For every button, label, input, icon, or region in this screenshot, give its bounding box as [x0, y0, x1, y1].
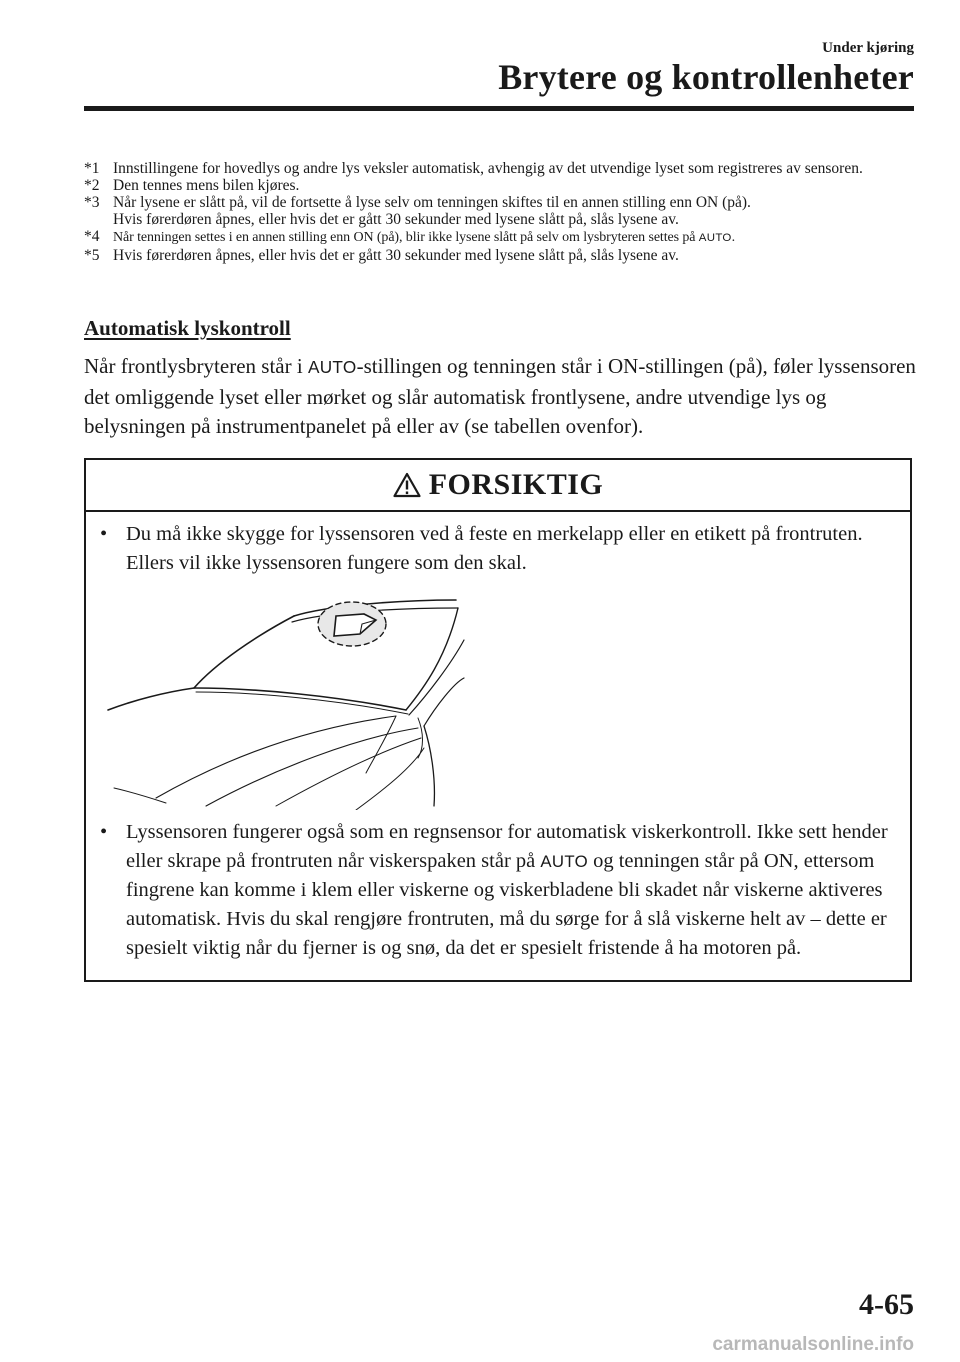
bullet: • — [100, 523, 108, 545]
bullet: • — [100, 821, 108, 843]
paragraph-text: Når frontlysbryteren står i — [84, 354, 308, 378]
footnote-2 — [84, 177, 914, 194]
caution-item-text-cont: og tenningen står på ON, ettersom fingrene kan komme i klem eller viskerne og viskerbladene bli skadet når viskerne aktiveres automatisk. Hvis du skal rengjøre frontruten, må du sørge for å slå viskerne helt av – dette er spesielt viktig når du fjerner is og snø, da det er spesielt fristende å ha motoren på. — [126, 850, 887, 959]
caution-header — [86, 460, 910, 512]
watermark: carmanualsonline.info — [712, 1334, 914, 1355]
page-number: 4-65 — [859, 1288, 914, 1321]
page-title: Brytere og kontrollenheter — [498, 57, 914, 97]
auto-symbol-icon: AUTO — [540, 852, 588, 871]
footnote-mark: *5 — [84, 247, 100, 264]
caution-item-1 — [100, 520, 900, 578]
footnote-text: Innstillingene for hovedlys og andre lys veksler automatisk, avhengig av det utvendige lyset som registreres av sensoren. — [113, 160, 863, 177]
paragraph-text-cont: -stillingen og tenningen står i ON-stillingen (på), føler lyssensoren det omliggende lyset eller mørket og slår automatisk frontlysene, andre utvendige lys og belysningen på instrumentpanelet på eller av (se tabellen ovenfor). — [84, 354, 916, 438]
body-paragraph — [84, 352, 924, 442]
footnote-text: Hvis førerdøren åpnes, eller hvis det er gått 30 sekunder med lysene slått på, slås lysene av. — [113, 247, 679, 264]
footnote-mark: *1 — [84, 160, 100, 177]
header-rule — [84, 106, 914, 111]
caution-item-text: Du må ikke skygge for lyssensoren ved å feste en merkelapp eller en etikett på frontruten. Ellers vil ikke lyssensoren fungere som den skal. — [126, 523, 863, 574]
footnote-1 — [84, 160, 914, 177]
footnote-mark: *3 — [84, 194, 100, 211]
caution-item-text: Lyssensoren fungerer også som en regnsensor for automatisk viskerkontroll. Ikke sett hender eller skrape på frontruten når viskerspaken står på — [126, 821, 888, 872]
auto-symbol-icon: AUTO — [698, 232, 732, 244]
running-header-section: Under kjøring — [822, 40, 914, 56]
footnote-text-end: . — [731, 230, 736, 245]
footnote-mark: *4 — [84, 228, 100, 245]
footnote-3 — [84, 194, 914, 228]
section-heading: Automatisk lyskontroll — [84, 316, 291, 340]
windshield-sensor-illustration — [106, 588, 506, 810]
caution-box — [84, 458, 912, 982]
footnote-text: Den tennes mens bilen kjøres. — [113, 177, 300, 194]
warning-icon — [393, 472, 421, 498]
footnote-text-line2: Hvis førerdøren åpnes, eller hvis det er gått 30 sekunder med lysene slått på, slås lysene av. — [113, 211, 679, 228]
footnote-list — [84, 160, 914, 264]
caution-item-2 — [100, 818, 900, 963]
caution-title: FORSIKTIG — [428, 468, 604, 501]
footnote-text: Når lysene er slått på, vil de fortsette å lyse selv om tenningen skiftes til en annen stilling enn ON (på). — [113, 194, 751, 211]
footnote-text: Når tenningen settes i en annen stilling enn ON (på), blir ikke lysene slått på selv om lysbryteren settes på — [113, 230, 699, 245]
footnote-mark: *2 — [84, 177, 100, 194]
footnote-5 — [84, 247, 914, 264]
footnote-4 — [84, 228, 914, 247]
auto-symbol-icon: AUTO — [307, 357, 357, 377]
